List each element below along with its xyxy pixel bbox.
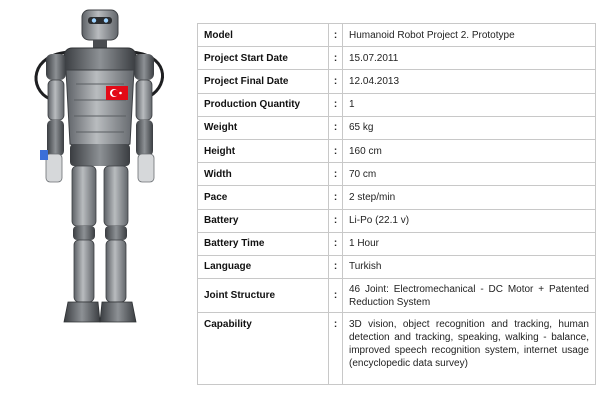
spec-separator: : bbox=[329, 279, 343, 313]
spec-separator: : bbox=[329, 313, 343, 385]
spec-value: Turkish bbox=[343, 255, 596, 278]
spec-value: 3D vision, object recognition and tracking, human detection and tracking, speaking, walking - balance, improved speech recognition system, internet usage (encyclopedic data survey) bbox=[343, 313, 596, 385]
robot-torso bbox=[64, 48, 136, 166]
spec-row-project-start-date bbox=[198, 47, 596, 70]
robot-legs bbox=[64, 166, 136, 322]
spec-row-joint-structure bbox=[198, 279, 596, 313]
spec-label: Battery bbox=[198, 209, 329, 232]
turkish-flag-icon bbox=[106, 86, 128, 100]
spec-value: 2 step/min bbox=[343, 186, 596, 209]
spec-label: Battery Time bbox=[198, 232, 329, 255]
spec-row-width bbox=[198, 163, 596, 186]
spec-separator: : bbox=[329, 232, 343, 255]
spec-label: Capability bbox=[198, 313, 329, 385]
robot-left-arm bbox=[40, 54, 66, 182]
spec-value: Humanoid Robot Project 2. Prototype bbox=[343, 24, 596, 47]
spec-value: 65 kg bbox=[343, 116, 596, 139]
spec-separator: : bbox=[329, 47, 343, 70]
spec-separator: : bbox=[329, 209, 343, 232]
spec-separator: : bbox=[329, 70, 343, 93]
spec-separator: : bbox=[329, 139, 343, 162]
spec-label: Model bbox=[198, 24, 329, 47]
spec-separator: : bbox=[329, 255, 343, 278]
spec-value: 1 Hour bbox=[343, 232, 596, 255]
spec-row-capability bbox=[198, 313, 596, 385]
spec-row-battery-time bbox=[198, 232, 596, 255]
spec-row-battery bbox=[198, 209, 596, 232]
spec-separator: : bbox=[329, 24, 343, 47]
spec-value: 70 cm bbox=[343, 163, 596, 186]
spec-value: 12.04.2013 bbox=[343, 70, 596, 93]
spec-row-weight bbox=[198, 116, 596, 139]
specs-table bbox=[197, 23, 596, 385]
spec-separator: : bbox=[329, 163, 343, 186]
spec-label: Production Quantity bbox=[198, 93, 329, 116]
spec-value: 15.07.2011 bbox=[343, 47, 596, 70]
spec-row-model bbox=[198, 24, 596, 47]
spec-value: 1 bbox=[343, 93, 596, 116]
robot-image bbox=[10, 4, 195, 334]
spec-row-height bbox=[198, 139, 596, 162]
robot-right-arm bbox=[134, 54, 154, 182]
spec-label: Joint Structure bbox=[198, 279, 329, 313]
spec-separator: : bbox=[329, 186, 343, 209]
spec-separator: : bbox=[329, 93, 343, 116]
spec-row-project-final-date bbox=[198, 70, 596, 93]
spec-label: Height bbox=[198, 139, 329, 162]
spec-label: Width bbox=[198, 163, 329, 186]
spec-row-language bbox=[198, 255, 596, 278]
spec-value: 46 Joint: Electromechanical - DC Motor + Patented Reduction System bbox=[343, 279, 596, 313]
spec-value: 160 cm bbox=[343, 139, 596, 162]
spec-label: Weight bbox=[198, 116, 329, 139]
spec-label: Language bbox=[198, 255, 329, 278]
spec-label: Project Start Date bbox=[198, 47, 329, 70]
robot-head bbox=[82, 10, 118, 48]
spec-row-pace bbox=[198, 186, 596, 209]
spec-label: Pace bbox=[198, 186, 329, 209]
spec-label: Project Final Date bbox=[198, 70, 329, 93]
spec-row-production-quantity bbox=[198, 93, 596, 116]
spec-separator: : bbox=[329, 116, 343, 139]
spec-value: Li-Po (22.1 v) bbox=[343, 209, 596, 232]
